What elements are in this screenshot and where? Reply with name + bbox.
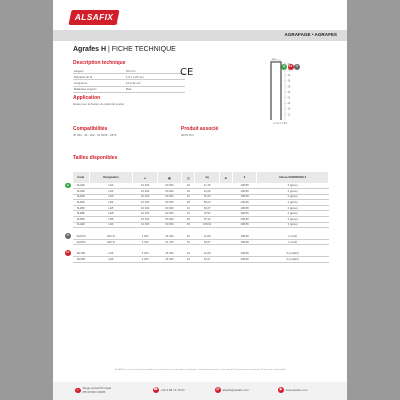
code-text: 6H28F [76,212,86,216]
cell-designation: H25 [89,205,133,211]
cell-price: 108,89 [232,211,256,217]
email-icon: @ [215,387,220,391]
cell-qty-box: 10 000 [133,189,157,195]
staple-outline [271,62,281,120]
cell-class: 2 (gène) [257,200,329,206]
cell-qty-pallet: 21 700 [157,239,181,245]
price-icon: € [243,176,246,179]
footer-web[interactable] [278,387,308,393]
cell-kg: 64,67 [195,239,219,245]
cell-qty-pallet: 60 000 [157,205,181,211]
table-row [73,257,329,263]
compat-heading: Compatibilités [73,126,108,132]
application-heading: Application [73,95,101,101]
description-section [73,60,185,93]
c2-badge: C2 [288,65,293,68]
globe-icon: ◉ [279,387,283,391]
cell-class: 2 (gène) [257,183,329,189]
spec-label: Diamètre du fil [73,74,125,80]
cell-kg: 11,76 [195,183,219,189]
cell-price: 108,89 [232,234,256,240]
cell-code [73,222,89,228]
cell-qty-box: 4 200 [133,257,157,263]
footer [53,382,347,400]
code-text: 6H25F [76,206,86,210]
length-tick-label: 40 [287,62,291,66]
cell-qty-3: 19 [182,189,195,195]
page-title [73,46,176,53]
website-link[interactable]: www.alsafix.com [285,387,308,392]
column-header: Code [73,172,89,183]
cell-class: 2 (gène) [257,205,329,211]
cell-qty-3: 45 [182,222,195,228]
cell-qty-3: 33 [182,211,195,217]
logo-registered-mark: ® [116,22,119,26]
cell-price: 108,89 [232,194,256,200]
cell-qty-3: 23 [182,234,195,240]
description-heading: Description technique [73,60,126,66]
cell-class: 3 (rouil)(2) [257,257,329,263]
length-tick-label: 16 [287,107,291,111]
cell-qty-box: 10 000 [133,217,157,223]
length-tick-label: 20 [287,102,291,106]
spec-label: Matériaux support [73,86,125,92]
associated-product-section [181,126,218,137]
cell-qty-box: 10 000 [133,222,157,228]
product-heading: Produit associé [181,126,219,132]
cell-qty-pallet: 60 000 [157,194,181,200]
disclaimer-note: ALSAFIX se réserve le droit de modifier sans préavis les caractéristiques techniques. Informations données à titre indicatif. Document non contractuel. Photos non contractuelles. [115,369,287,371]
header [53,0,347,26]
application-text: Idéale pour la fixation de plafonds tendus [73,102,125,106]
cell-price: 108,89 [232,200,256,206]
cell-designation: H25 [89,257,133,263]
length-tick-label: 32 [287,74,291,78]
column-header: Classe EURODOSE 3 [257,172,329,183]
code-text: 6H20F [76,195,86,199]
column-header [182,172,195,183]
box-weight-icon: ◫ [187,176,190,180]
cell-qty-box: 10 000 [133,211,157,217]
compatibility-section [73,126,116,137]
cell-designation: H40 [89,222,133,228]
pallet-icon: ▦ [168,176,171,180]
location-icon: ⌂ [76,387,79,392]
box-icon: ▭ [143,176,147,180]
length-tick-label: 30 [287,79,291,83]
cell-code [73,257,89,263]
cell-qty-3: 24 [182,194,195,200]
code-text: 6H22F [76,201,86,205]
breadcrumb: AGRAFAGE • AGRAFES [284,32,337,37]
footer-address [75,387,111,394]
cell-designation: H12 [89,183,133,189]
length-tick-label: 12 [287,113,291,117]
cell-designation: H28 [89,211,133,217]
cell-designation: H16 SI [89,234,133,240]
cell-kg: 56,02 [195,200,219,206]
cell-kg: 64,67 [195,257,219,263]
cell-qty-3: 31 [182,205,195,211]
cell-designation: H35 [89,217,133,223]
cell-kg: 41,09 [195,189,219,195]
cell-qty-box: 10 000 [133,183,157,189]
cell-kg: 41,09 [195,251,219,257]
length-tick-label: 25 [287,90,291,94]
code-text: 6H35F [76,217,86,221]
cell-kg: 76,52 [195,211,219,217]
cell-qty-pallet: 25 400 [157,234,181,240]
code-text: 6H40F [76,223,86,227]
cell-qty-pallet: 60 000 [157,183,181,189]
column-header [219,172,232,183]
footer-email[interactable] [215,387,249,393]
cell-designation: H16 [89,251,133,257]
row-finish-badge: G [66,183,69,187]
cell-qty-box: 10 000 [133,194,157,200]
spec-value: 1,0 x 1,25 mm [125,74,185,80]
cell-class: 2 (gène) [257,222,329,228]
cell-qty-pallet: 60 000 [157,200,181,206]
cell-qty-pallet: 60 000 [157,217,181,223]
diameter-icon: ⌀ [273,122,276,124]
cell-qty-pallet: 60 000 [157,222,181,228]
weight-icon: ⚖ [224,176,228,180]
wire-label-value: 1,0 x 1,25 [275,122,287,124]
title-subtitle: | FICHE TECHNIQUE [106,46,176,53]
cell-qty-box: 4 200 [133,234,157,240]
cell-kg: 108,01 [195,222,219,228]
cell-qty-pallet: 60 000 [157,189,181,195]
cell-class: 2 (gène) [257,189,329,195]
cell-qty-pallet: 25 400 [157,257,181,263]
cell-qty-3: 39 [182,217,195,223]
spec-label: Longueurs [73,80,125,86]
ce-mark: CE [180,67,194,78]
code-text: 6H16SI [76,234,86,238]
cell-qty-3: 16 [182,183,195,189]
cell-qty-pallet: 60 000 [157,211,181,217]
cell-code [73,239,89,245]
cell-qty-box: 10 000 [133,200,157,206]
phone-number[interactable]: +33 3 88 72 15 51 [160,387,185,392]
cell-qty-box: 4 200 [133,251,157,257]
cell-kg: 97,44 [195,217,219,223]
title-product: Agrafes H [73,46,107,53]
cell-designation: H25 SI [89,239,133,245]
length-tick-label: 22 [287,96,291,100]
code-text: 6H16R [76,251,86,255]
cell-price: 108,89 [232,183,256,189]
cell-qty-3: 23 [182,251,195,257]
cell-class: 2 (gène) [257,211,329,217]
sizes-heading: Tailles disponibles [73,155,118,161]
column-header [133,172,157,183]
stainless-badge: S [294,64,300,70]
cell-price: 108,89 [232,239,256,245]
column-header [232,172,256,183]
phone-icon: ☎ [153,387,158,391]
logo-text: ALSAFIX [74,12,114,22]
spec-value: Bois [125,86,185,92]
category-bar [53,30,347,41]
code-text: 6H12F [76,184,86,188]
address-line-2: PB 67260 C3005 [82,389,106,394]
cell-class: 3 (rouil)(2) [257,251,329,257]
technical-sheet-page [53,0,347,400]
cell-q4 [219,257,232,263]
cell-designation: H22 [89,200,133,206]
cell-qty-3: 24 [182,257,195,263]
cell-kg: 64,67 [195,205,219,211]
sizes-table [66,172,329,263]
cell-qty-pallet: 25 400 [157,251,181,257]
cell-designation: H20 [89,194,133,200]
cell-qty-box: 10 000 [133,205,157,211]
cell-price: 108,89 [232,257,256,263]
galvanized-badge: G [282,65,286,68]
spec-value: 8,6 mm [125,68,185,74]
cell-qty-3: 16 [182,239,195,245]
code-text: 6H25R [76,257,86,261]
cell-class: 2 (gène) [257,217,329,223]
application-section [73,95,124,106]
cell-price: 108,89 [232,222,256,228]
alsafix-logo [68,10,119,25]
code-text: 6H25SI [76,240,86,244]
compat-text: JK 664 - 30 - 992 - SL 5035 - U870 [73,133,117,137]
spec-table [73,68,185,93]
column-header: kg [195,172,219,183]
width-label: 8,6 [272,58,276,61]
cell-price: 108,89 [232,189,256,195]
code-text: 6H16F [76,189,86,193]
product-text: 06/25 PL3 [181,133,194,137]
cell-kg: 41,09 [195,234,219,240]
row-finish-badge: S [66,234,69,238]
staple-drawing [267,58,307,124]
column-header: Désignation [89,172,133,183]
length-tick-label: 35 [287,68,291,72]
spec-value: 12 à 40 mm [125,80,185,86]
wire-label [273,121,287,124]
length-tick-label: 28 [287,85,291,89]
cell-price: 108,89 [232,205,256,211]
cell-class: 1 (rouil) [257,239,329,245]
cell-kg: 51,00 [195,194,219,200]
cell-class: 2 (gène) [257,194,329,200]
column-header [157,172,181,183]
footer-phone[interactable] [153,387,185,393]
spec-row [73,86,185,92]
cell-designation: H16 [89,189,133,195]
cell-qty-box: 2 700 [133,239,157,245]
row-finish-badge: C2 [66,251,70,255]
sizes-section [73,155,117,161]
cell-price: 108,89 [232,217,256,223]
cell-price: 108,89 [232,251,256,257]
email-address[interactable]: alsafix@alsafix.com [222,387,250,392]
cell-class: 1 (rouil) [257,234,329,240]
address-line-1: Siège social Principal [82,386,112,390]
cell-qty-3: 26 [182,200,195,206]
spec-label: Largeur [73,68,125,74]
